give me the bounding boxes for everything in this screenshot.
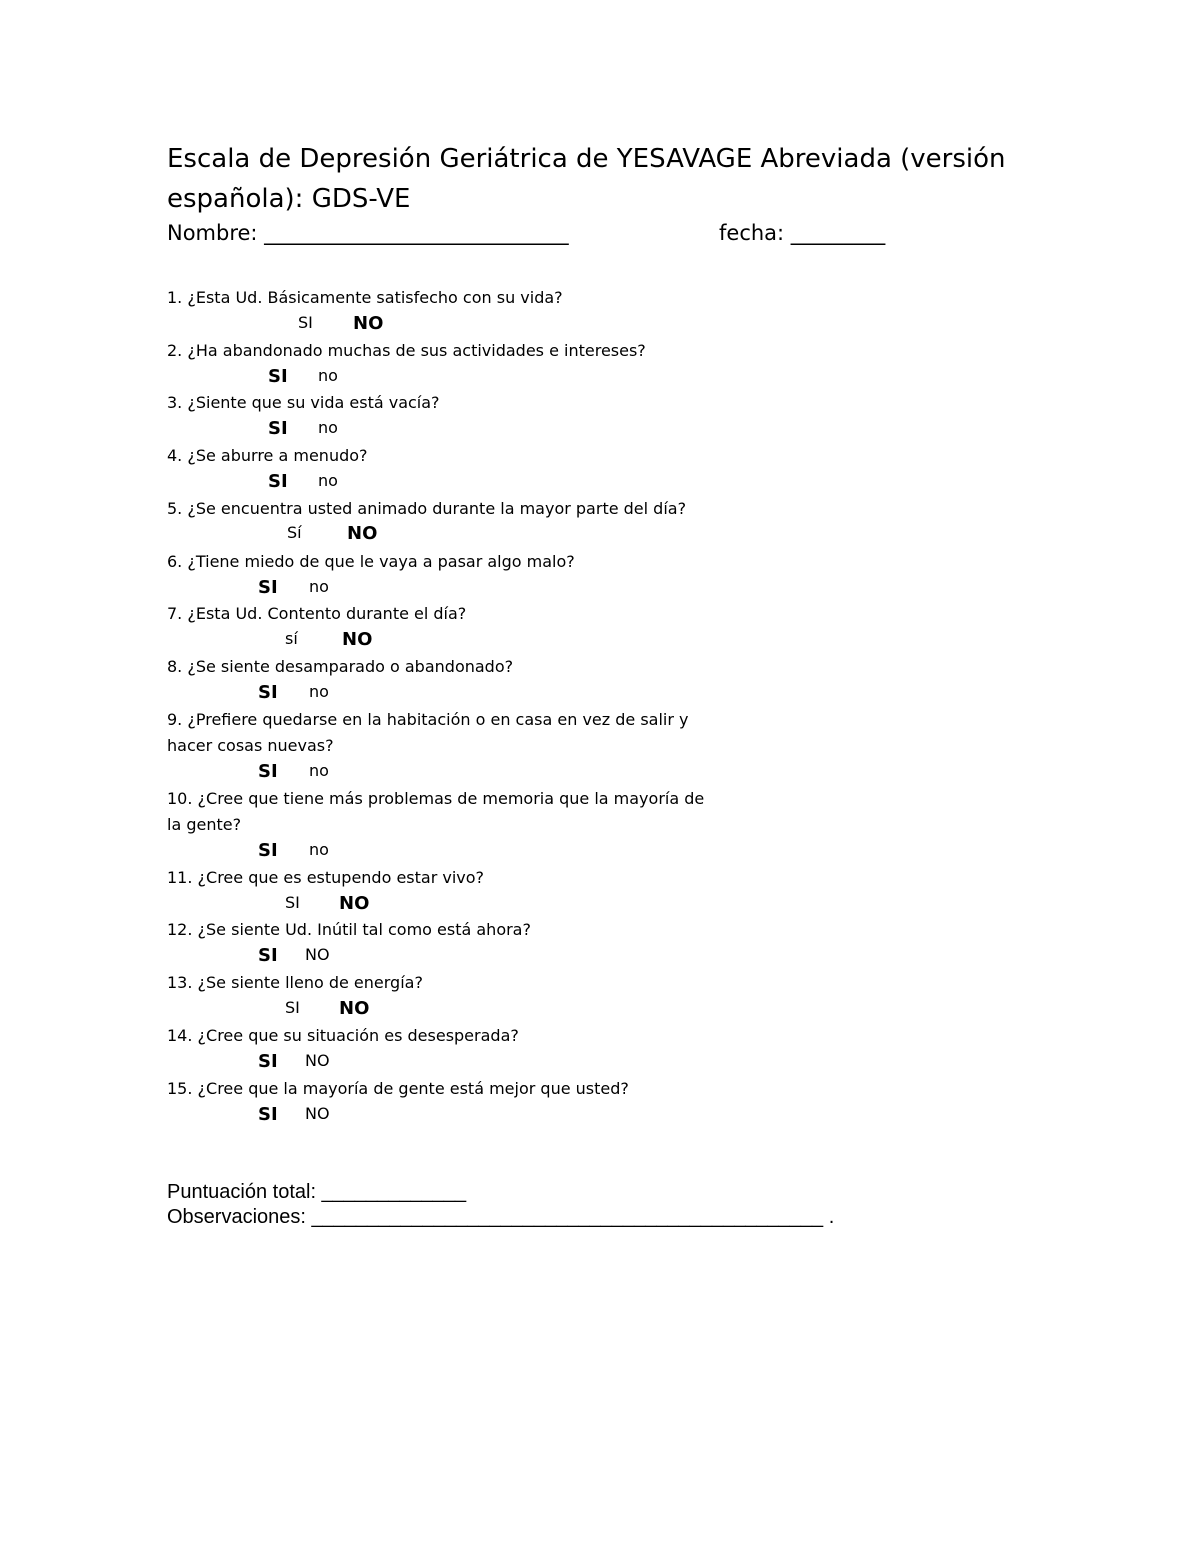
- question-text: 8. ¿Se siente desamparado o abandonado?: [167, 657, 514, 676]
- question-text: 9. ¿Prefiere quedarse en la habitación o en casa en vez de salir y: [167, 710, 689, 729]
- answer-no-option: NO: [347, 523, 378, 544]
- answer-yes-option: SI: [258, 945, 278, 966]
- question-text: 7. ¿Esta Ud. Contento durante el día?: [167, 604, 467, 623]
- answer-yes-option: SI: [258, 1051, 278, 1072]
- title-line-1: Escala de Depresión Geriátrica de YESAVAGE Abreviada (versión: [167, 144, 1006, 174]
- question-text: 15. ¿Cree que la mayoría de gente está mejor que usted?: [167, 1079, 629, 1098]
- answer-no-option: NO: [305, 1051, 330, 1070]
- answer-no-option: no: [309, 840, 329, 859]
- observaciones-field: Observaciones: ______________________________________________ .: [167, 1206, 835, 1228]
- answer-yes-option: SI: [285, 893, 300, 912]
- answer-yes-option: SI: [258, 1104, 278, 1125]
- question-text-continued: la gente?: [167, 815, 242, 834]
- question-text: 6. ¿Tiene miedo de que le vaya a pasar algo malo?: [167, 552, 575, 571]
- answer-yes-option: SI: [298, 313, 313, 332]
- title-line-2: española): GDS-VE: [167, 184, 411, 214]
- nombre-field: Nombre: _____________________________: [167, 221, 569, 245]
- answer-yes-option: SI: [258, 682, 278, 703]
- answer-no-option: NO: [339, 893, 370, 914]
- question-text: 3. ¿Siente que su vida está vacía?: [167, 393, 440, 412]
- answer-yes-option: Sí: [287, 523, 302, 542]
- answer-yes-option: SI: [285, 998, 300, 1017]
- answer-yes-option: SI: [258, 840, 278, 861]
- answer-no-option: NO: [305, 945, 330, 964]
- answer-no-option: no: [318, 366, 338, 385]
- fecha-field: fecha: _________: [719, 221, 886, 245]
- question-text: 2. ¿Ha abandonado muchas de sus actividades e intereses?: [167, 341, 646, 360]
- answer-no-option: no: [309, 577, 329, 596]
- question-text: 5. ¿Se encuentra usted animado durante la mayor parte del día?: [167, 499, 687, 518]
- answer-no-option: NO: [305, 1104, 330, 1123]
- question-text: 4. ¿Se aburre a menudo?: [167, 446, 368, 465]
- answer-yes-option: SI: [268, 471, 288, 492]
- answer-no-option: NO: [353, 313, 384, 334]
- answer-yes-option: SI: [268, 418, 288, 439]
- answer-yes-option: SI: [258, 761, 278, 782]
- puntuacion-total-field: Puntuación total: _____________: [167, 1181, 467, 1203]
- answer-no-option: no: [309, 761, 329, 780]
- answer-no-option: no: [318, 471, 338, 490]
- answer-yes-option: sí: [285, 629, 298, 648]
- answer-no-option: no: [309, 682, 329, 701]
- answer-no-option: NO: [342, 629, 373, 650]
- question-text: 13. ¿Se siente lleno de energía?: [167, 973, 423, 992]
- question-text: 10. ¿Cree que tiene más problemas de memoria que la mayoría de: [167, 789, 705, 808]
- answer-no-option: NO: [339, 998, 370, 1019]
- answer-yes-option: SI: [258, 577, 278, 598]
- answer-yes-option: SI: [268, 366, 288, 387]
- question-text: 14. ¿Cree que su situación es desesperada?: [167, 1026, 519, 1045]
- question-text: 11. ¿Cree que es estupendo estar vivo?: [167, 868, 485, 887]
- answer-no-option: no: [318, 418, 338, 437]
- question-text: 12. ¿Se siente Ud. Inútil tal como está ahora?: [167, 920, 531, 939]
- question-text-continued: hacer cosas nuevas?: [167, 736, 334, 755]
- question-text: 1. ¿Esta Ud. Básicamente satisfecho con su vida?: [167, 288, 563, 307]
